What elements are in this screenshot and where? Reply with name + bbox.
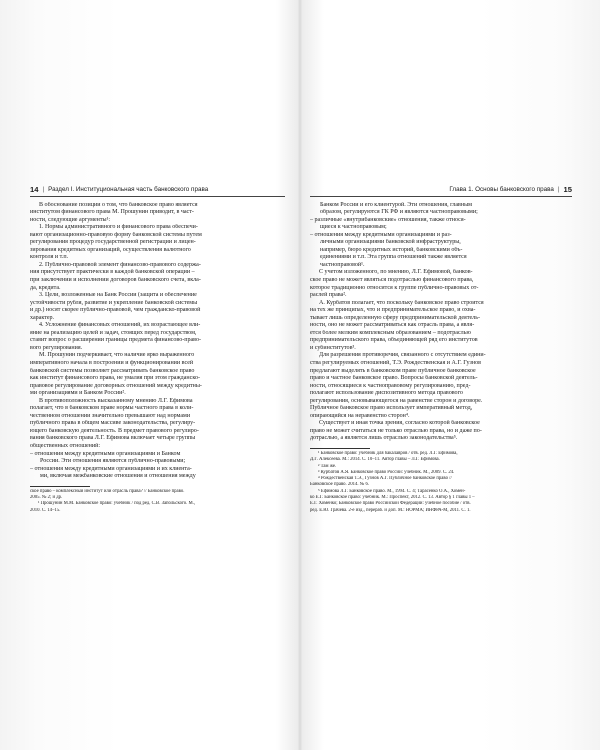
body-line: ния присутствует практически в каждой банковской операции – [30,269,195,276]
body-line: институтом финансового права М. Прошунин приводит, в част- [30,209,194,216]
footnote-line: ¹ Банковское право: учебник для бакалавров / отв. ред. Л.Г. Ефимова, [318,451,458,456]
body-line: ское право не может являться подотраслью финансового права, [310,276,474,283]
body-line: А. Курбатов полагает, что поскольку банковское право строится [319,299,484,306]
body-line: контроля и т.п. [30,254,69,261]
dash-line: щиеся к частноправовым; [320,224,387,231]
body-line: В противоположность высказанному мнению Л.Г. Ефимова [39,397,193,404]
body-line: ности, оно не может рассматриваться как отрасль права, а явля- [310,322,475,329]
dash-line: – отношения между кредитными организациями и раз- [310,231,452,238]
body-line: М. Прошунин подчеркивает, что наличие ярко выраженного [39,352,195,359]
footnote-line: ¹ Прошунин М.М. Банковское право: учебник / под ред. С.В. Запольского. М., [38,501,196,507]
footnote-line: Банковское право. 2014. № 6. [310,482,370,488]
body-line: полагают использование диспозитивного метода правового [310,390,463,397]
body-line: как институт финансового права, не умаляя при этом гражданско- [30,375,201,382]
body-line: 1. Нормы административного и финансового права обеспечи- [39,224,198,231]
body-line: и субинститутов³. [310,344,356,351]
dash-line: образом, регулируются ГК РФ и являются частноправовыми; [320,209,478,216]
right-footnotes [310,451,572,514]
body-line: вают организационно-правовую форму банковской системы путем [30,231,202,238]
body-line: характер. [30,314,55,321]
body-line: публичного права в общем массиве законодательства, регулиру- [30,420,196,427]
footnote-line: 2005. № 2; и др. [30,495,63,501]
body-line: Существует и иная точка зрения, согласно которой банковское [319,420,480,427]
body-line: и др.) носят скорее публично-правовой, чем гражданско-правовой [30,307,201,314]
body-line: при заключении и исполнении договоров банковского счета, вкла- [30,276,201,283]
body-line: право не может считаться не только отраслью права, но и даже по- [310,427,482,434]
body-line: С учетом изложенного, по мнению, Л.Г. Ефимовой, банков- [319,269,473,276]
dash-line: частноправовой¹. [320,261,365,268]
body-line: предлагают выделять в банковском праве публичное банковское [310,367,476,374]
body-line: В обоснование позиции о том, что банковское право является [39,201,198,208]
body-line: вого регулирования. [30,344,83,351]
body-line: право и частное банковское право. Вопросы банковской деятель- [310,375,478,382]
body-line: ставит вопрос о расширении границы предмета финансово-право- [30,337,202,344]
body-line: ми организациями и Банком России². [30,390,126,397]
header-separator: | [557,186,560,193]
dash-line: – различные «внутрибанковские» отношения, также относя- [310,216,466,223]
footnote-line: ское право – комплексный институт или отрасль права? // Банковское право. [30,488,185,494]
dash-line: например, бюро кредитных историй, банковскими объ- [320,246,463,253]
footnote-line: ред. Е.Ю. Грачева. 2-е изд., перераб. и доп. М.: НОРМА; ИНФРА-М, 2011. С. 1. [310,507,471,513]
body-line: устойчивости рубля, развитие и укрепление банковской системы [30,299,198,306]
body-line: предпринимательского права, объединяющей ряд его институтов [310,337,478,344]
right-running-title: Глава 1. Основы банковского права [449,186,554,193]
body-line: ности, относящиеся к частноправовому регулированию, пред- [310,382,471,389]
dash-line: личными организациями банковской инфраструктуры, [320,239,461,246]
footnote-line: Д.Г. Алексеева. М.: 2014. С. 10–11. Автор главы – Л.Г. Ефимова. [310,457,440,463]
body-line: вания банковского права Л.Г. Ефимова включает четыре группы [30,435,196,442]
left-running-head [30,186,285,197]
body-line: 4. Усложнение финансовых отношений, их возрастающее вли- [39,322,201,329]
body-line: регулирования процедур государственной регистрации и лицен- [30,239,196,246]
right-page-number: 15 [563,185,572,194]
body-line: дотраслью, а является лишь отраслью законодательства⁵. [310,435,458,442]
body-line: раслей права². [310,292,347,299]
body-line: на тех же принципах, что и предпринимательское право, и охва- [310,307,476,314]
footnote-line: ⁵ Ефимова Л.Г. Банковское право. М., 1994. С. 4; Тарасенко О.А., Хомен- [318,488,466,494]
left-page-number: 14 [30,185,39,194]
right-page [310,186,572,514]
footnote-line: Е.Г. Хоменко; Банковское право Российской Федерации: учебное пособие / отв. [310,501,471,507]
body-line: императивного начала в построении и функционировании всей [30,359,194,366]
body-line: ства регулируемых отношений, Т.Э. Рождественская и А.Г. Гузнов [310,359,482,366]
footnote-line: ⁴ Рождественская Т.Э., Гузнов А.Г. Публичное банковское право // [318,476,452,482]
body-line: регулирования, основывающегося на равенстве сторон и договоре. [310,397,483,404]
footnote-rule [310,448,370,449]
dash-line: – отношения между кредитными организациями и их клиента- [30,465,192,472]
footnote-line: ко Е.Г. Банковское право: учебник. М.: Проспект, 2012. С. 13. Автор § 1 главы 1 – [310,495,475,501]
body-line: 2. Публично-правовой элемент финансово-правового содержа- [39,261,201,268]
dash-line: единениями и т.п. Эта группа отношений также является [320,254,467,261]
left-footnotes [30,489,285,514]
body-line: ющего банковскую деятельность. В предмет правового регулиро- [30,427,199,434]
left-running-title: Раздел I. Институциональная часть банковского права [48,186,209,193]
dash-line: России. Эти отношения являются публично-правовыми; [40,458,186,465]
header-separator: | [42,186,45,193]
dash-line: – отношения между кредитными организациями и Банком [30,450,181,457]
body-line: банковской системы позволяет рассматривать банковское право [30,367,195,374]
body-line: опирающийся на неравенство сторон⁴. [310,412,410,419]
footnote-line: 2010. С. 14–15. [30,507,61,513]
body-line: 3. Цели, возложенные на Банк России (защита и обеспечение [39,292,197,299]
left-page [30,186,285,514]
dash-line: Банком России и его клиентурой. Эти отношения, главным [320,201,473,208]
body-line: тывает лишь определенную сферу предпринимательской деятель- [310,314,480,321]
footnote-line: ² Там же. [318,463,337,469]
body-line: зирования кредитных организаций, осуществления валютного [30,246,191,253]
footnote-rule [30,486,90,487]
body-line: чественном отношении значительно превышают над нормами [30,412,191,419]
body-line: яние на реализацию целей и задач, стоящих перед государством, [30,329,197,336]
dash-line: ми, включая межбанковские отношения и отношения между [40,473,196,480]
right-body-text [310,202,572,444]
body-line: полагает, что в банковском праве нормы частного права в коли- [30,405,194,412]
right-running-head [310,186,572,197]
body-line: ности, следующие аргументы¹: [30,216,111,223]
left-body-text [30,202,285,481]
body-line: ется более мелким комплексным образованием – подотраслью [310,329,471,336]
body-line: да, кредита. [30,284,61,291]
body-line: которое традиционно относится к группе публично-правовых от- [310,284,479,291]
body-line: правовое регулирование договорных отношений между кредитны- [30,382,202,389]
body-line: Для разрешения противоречия, связанного с отсутствием едини- [319,352,486,359]
body-line: Публичное банковское право использует императивный метод, [310,405,473,412]
footnote-line: ³ Курбатов А.Я. Банковское право России: учебник. М., 2009. С. 24. [318,469,455,475]
body-line: общественных отношений: [30,443,101,449]
